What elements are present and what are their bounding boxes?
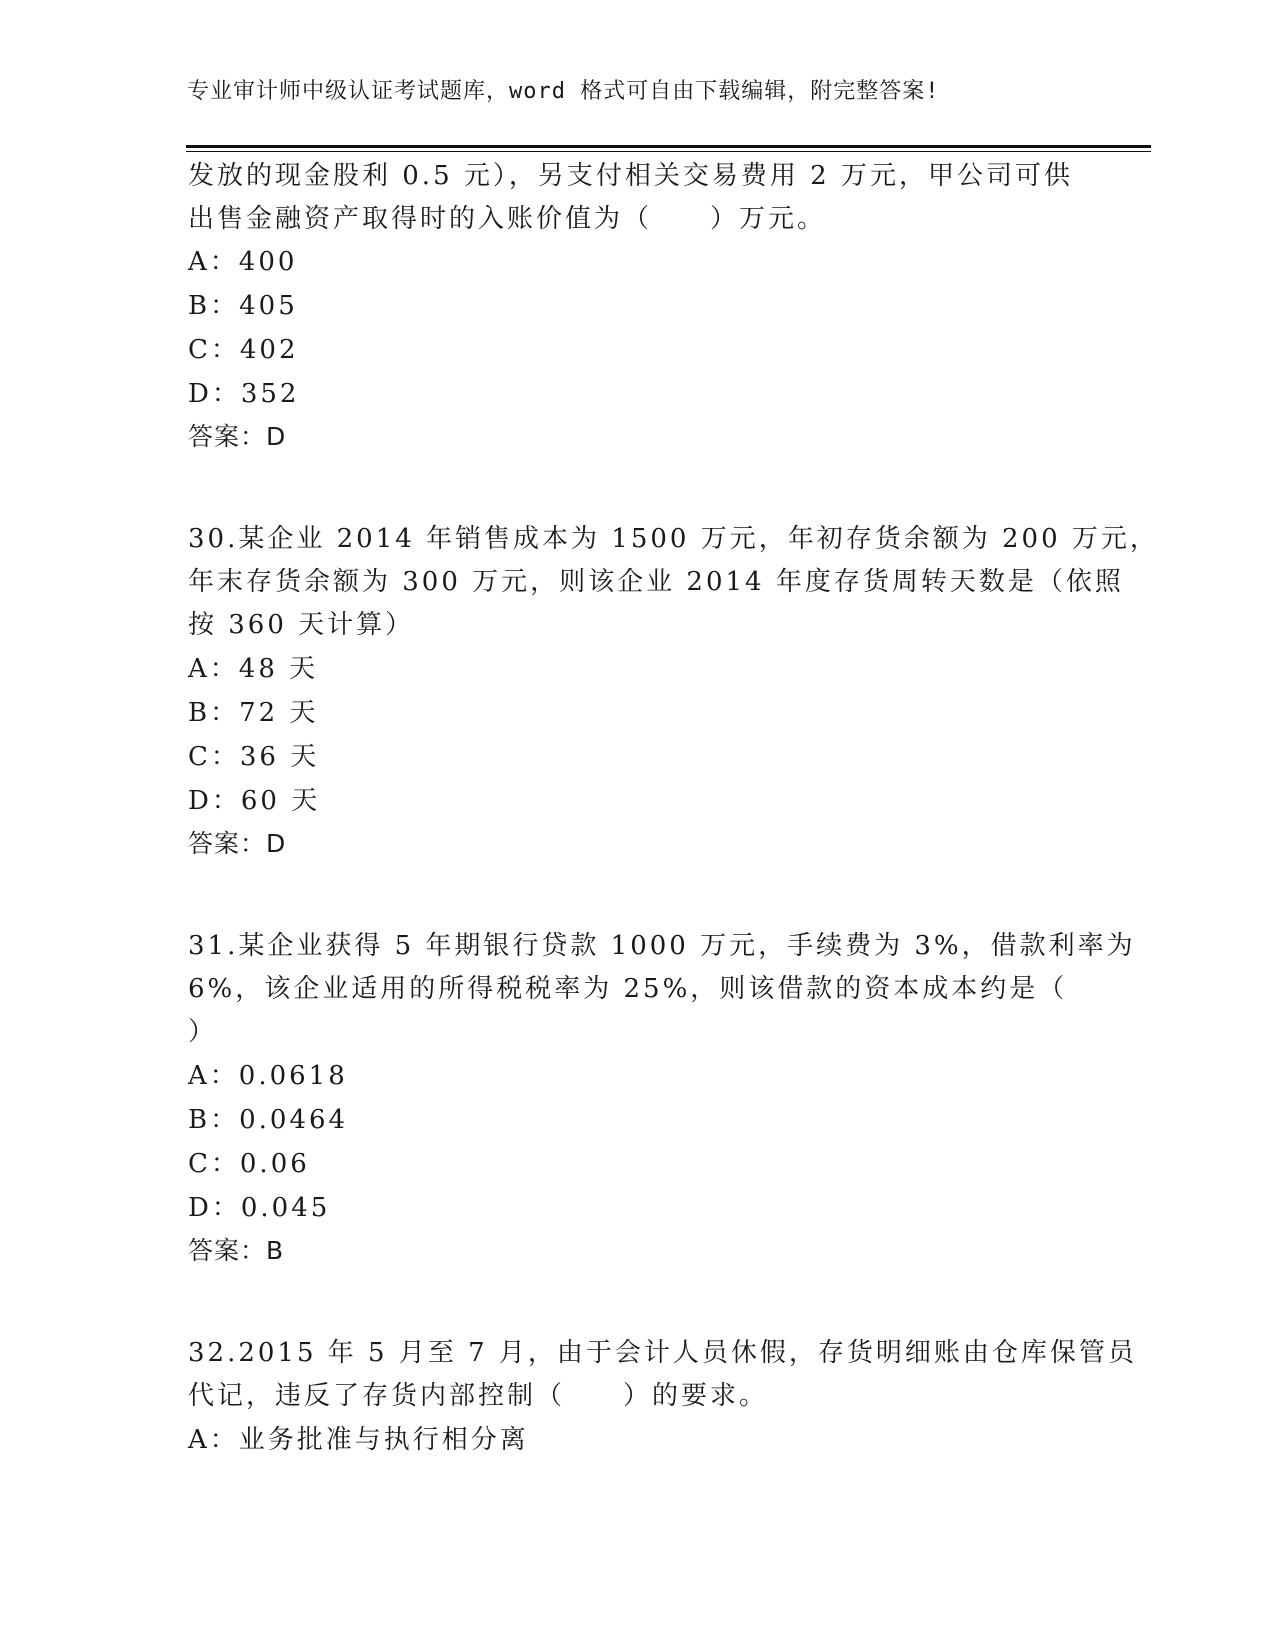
header-rule-thick [186, 145, 1151, 148]
answer: 答案：B [188, 1236, 285, 1265]
option-a: A：400 [188, 247, 298, 277]
question-text-line: 30.某企业 2014 年销售成本为 1500 万元，年初存货余额为 200 万元， [188, 524, 1159, 554]
question-text-line: 发放的现金股利 0.5 元），另支付相关交易费用 2 万元，甲公司可供 [188, 161, 1073, 191]
option-a: A：48 天 [188, 654, 319, 684]
question-text-line: 32.2015 年 5 月至 7 月，由于会计人员休假，存货明细账由仓库保管员 [188, 1338, 1137, 1368]
option-d: D：60 天 [188, 786, 321, 816]
option-b: B：72 天 [188, 698, 319, 728]
option-c: C：402 [188, 335, 299, 365]
option-a: A：业务批准与执行相分离 [188, 1425, 529, 1455]
option-d: D：0.045 [188, 1193, 331, 1223]
option-a: A：0.0618 [188, 1061, 348, 1091]
option-b: B：0.0464 [188, 1105, 349, 1135]
option-c: C：36 天 [188, 742, 320, 772]
question-text-line: 出售金融资产取得时的入账价值为（ ）万元。 [188, 204, 827, 234]
header-title: 专业审计师中级认证考试题库，word 格式可自由下载编辑，附完整答案! [187, 79, 940, 104]
question-text-line: 6%，该企业适用的所得税税率为 25%，则该借款的资本成本约是（ [188, 974, 1068, 1004]
option-c: C：0.06 [188, 1149, 310, 1179]
question-text-line: 年末存货余额为 300 万元，则该企业 2014 年度存货周转天数是（依照 [188, 567, 1124, 597]
question-text-line: 31.某企业获得 5 年期银行贷款 1000 万元，手续费为 3%，借款利率为 [188, 931, 1136, 961]
header-rule-thin [186, 151, 1151, 152]
question-text-line: 代记，违反了存货内部控制（ ）的要求。 [188, 1381, 769, 1411]
answer: 答案：D [188, 829, 287, 858]
question-text-line: ） [188, 1017, 218, 1047]
option-d: D：352 [188, 379, 300, 409]
answer: 答案：D [188, 422, 287, 451]
question-text-line: 按 360 天计算） [188, 610, 415, 640]
option-b: B：405 [188, 291, 298, 321]
